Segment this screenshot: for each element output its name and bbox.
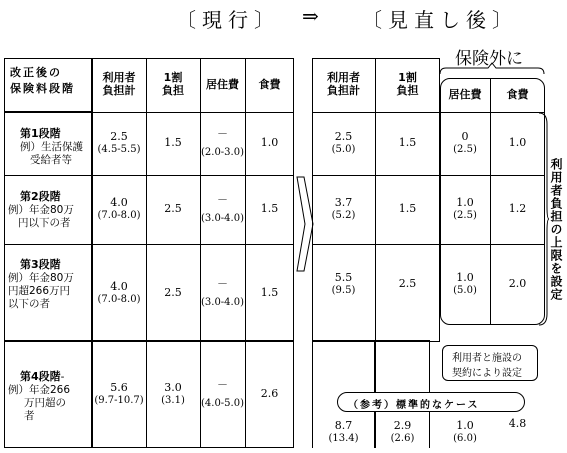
new-r2-total: 3.7 (5.2) (331, 196, 356, 222)
cur-r3-food: 1.5 (260, 285, 279, 299)
new-r3-housing: 1.0 (5.0) (453, 270, 477, 296)
row-header-line1: 改正後の (10, 66, 62, 79)
new-r1-housing: 0 (2.5) (453, 130, 477, 156)
cur-header-housing: 居住費 (206, 77, 239, 91)
new-header-user-total: 利用者 負担計 (327, 71, 360, 97)
new-r3-one: 2.5 (398, 276, 417, 290)
header-revised: 〔見直し後〕 (362, 8, 518, 32)
cur-r1-one: 1.5 (164, 136, 182, 150)
cur-r1-housing: － (2.0-3.0) (201, 127, 244, 159)
stage1-label: 第1段階 例）生活保護 受給者等 (20, 127, 83, 167)
new-r1-total: 2.5 (5.0) (331, 130, 356, 156)
new-r1-food: 1.0 (508, 136, 527, 150)
cur-r4-total: 5.6 (9.7-10.7) (94, 380, 144, 406)
cur-r2-food: 1.5 (260, 202, 279, 216)
cur-r1-total: 2.5 (4.5-5.5) (97, 130, 141, 156)
new-r2-food: 1.2 (508, 202, 527, 216)
reference-case-label: （参考）標準的なケース (348, 400, 480, 411)
stage2-label: 第2段階 例）年金80万 円以下の者 (8, 190, 74, 230)
contract-note-line2: 契約により設定 (452, 368, 522, 379)
row-header-line2: 保険料段階 (10, 82, 75, 95)
cur-r2-total: 4.0 (7.0-8.0) (97, 196, 141, 222)
new-header-housing: 居住費 (448, 87, 482, 101)
new-r3-food: 2.0 (508, 276, 527, 290)
cur-r3-one: 2.5 (164, 285, 182, 299)
new-header-food: 食費 (506, 87, 529, 101)
new-r4-food: 4.8 (508, 416, 527, 430)
new-r2-one: 1.5 (398, 202, 417, 216)
cur-r1-food: 1.0 (260, 136, 279, 150)
new-r1-one: 1.5 (398, 136, 417, 150)
outside-insurance-label: 保険外に (455, 49, 523, 69)
stage3-label: 第3段階 例）年金80万 円超266万円 以下の者 (8, 258, 74, 311)
header-current: 〔現行〕 (176, 8, 280, 32)
upper-limit-note: 利用者負担の上限を設定 (549, 158, 563, 301)
cur-r2-housing: － (3.0-4.0) (201, 193, 244, 225)
new-r4-housing: 1.0 (6.0) (453, 418, 477, 444)
cur-r4-food: 2.6 (260, 386, 279, 400)
stage4-label: 第4段階- 例）年金266 万円超の 者 (8, 370, 71, 423)
header-arrow: ⇒ (302, 4, 325, 28)
new-r4-total: 8.7 (13.4) (328, 418, 359, 444)
cur-r4-housing: － (4.0-5.0) (201, 377, 244, 409)
cur-r4-one: 3.0 (3.1) (161, 380, 185, 406)
cur-header-user-total: 利用者 負担計 (102, 71, 136, 97)
new-r4-one: 2.9 (2.6) (390, 418, 415, 444)
cur-r2-one: 2.5 (164, 202, 182, 216)
cur-r3-total: 4.0 (7.0-8.0) (97, 279, 141, 305)
cur-header-one-tenth: 1割 負担 (162, 71, 184, 97)
new-r2-housing: 1.0 (2.5) (453, 196, 477, 222)
outside-insurance-bracket (438, 62, 546, 76)
new-header-one-tenth: 1割 負担 (396, 71, 419, 97)
cur-r3-housing: － (3.0-4.0) (201, 276, 244, 308)
cur-header-food: 食費 (258, 77, 281, 91)
contract-note-line1: 利用者と施設の (452, 353, 522, 364)
new-r3-total: 5.5 (9.5) (331, 270, 356, 296)
